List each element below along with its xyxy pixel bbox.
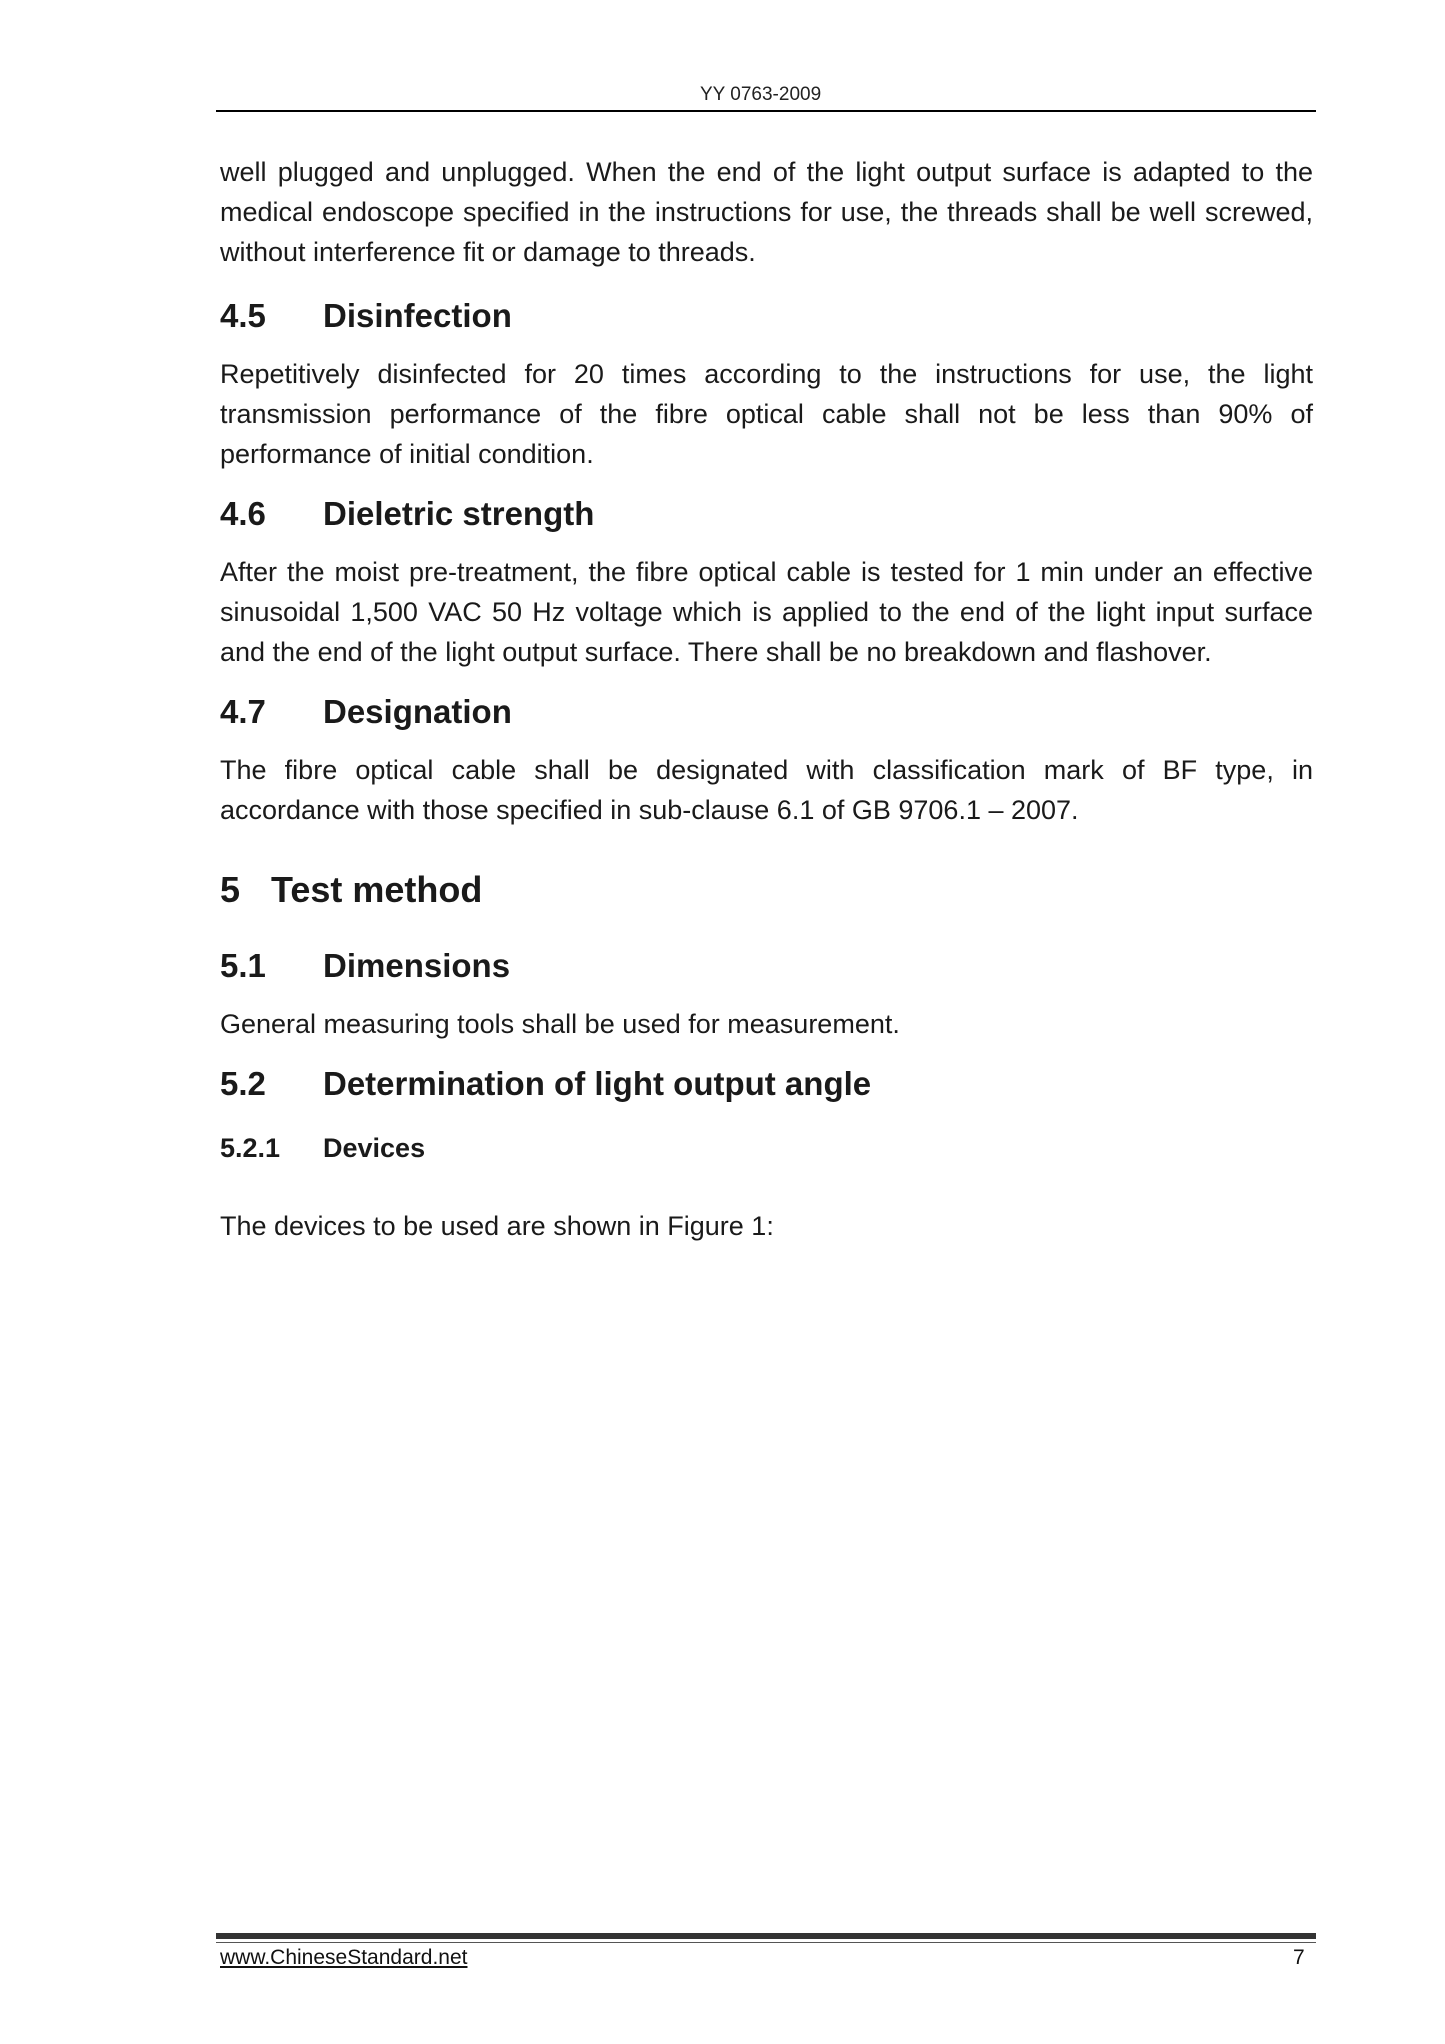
paragraph-4-6: After the moist pre-treatment, the fibre optical cable is tested for 1 min under an effective sinusoidal 1,500 VAC 50 Hz voltage which is applied to the end of the light input surface and the end of the light output surface. There shall be no breakdown and flashover. (220, 557, 1313, 667)
heading-5-1-title: Dimensions (323, 947, 511, 984)
heading-5-2-1 (220, 1130, 1313, 1166)
heading-5-2-number: 5.2 (220, 1065, 266, 1102)
heading-5-1 (220, 946, 1313, 986)
paragraph-5-2-1: The devices to be used are shown in Figure 1: (220, 1211, 774, 1241)
intro-paragraph: well plugged and unplugged. When the end of the light output surface is adapted to the medical endoscope specified in the instructions for use, the threads shall be well screwed, without interference fit or damage to threads. (220, 157, 1313, 267)
paragraph-4-7: The fibre optical cable shall be designated with classification mark of BF type, in accordance with those specified in sub-clause 6.1 of GB 9706.1 – 2007. (220, 755, 1313, 825)
footer-rule-thin (216, 1942, 1316, 1943)
heading-5 (220, 868, 1313, 912)
heading-5-2-title: Determination of light output angle (323, 1065, 872, 1102)
heading-4-7 (220, 692, 1313, 732)
heading-5-2-1-number: 5.2.1 (220, 1133, 281, 1163)
page-number: 7 (1293, 1946, 1305, 1969)
heading-4-5-title: Disinfection (323, 297, 512, 334)
heading-4-6-title: Dieletric strength (323, 495, 595, 532)
heading-4-7-title: Designation (323, 693, 512, 730)
page-content (220, 150, 1313, 1246)
heading-5-title: Test method (271, 869, 483, 910)
paragraph-5-1: General measuring tools shall be used for measurement. (220, 1009, 900, 1039)
footer-website-link[interactable]: www.ChineseStandard.net (220, 1946, 468, 1969)
heading-4-6-number: 4.6 (220, 495, 266, 532)
heading-4-5-number: 4.5 (220, 297, 266, 334)
heading-4-7-number: 4.7 (220, 693, 266, 730)
heading-5-2 (220, 1064, 1313, 1104)
paragraph-4-5: Repetitively disinfected for 20 times according to the instructions for use, the light transmission performance of the fibre optical cable shall not be less than 90% of performance of initial condition. (220, 359, 1313, 469)
heading-4-6 (220, 494, 1313, 534)
footer-rule (216, 1933, 1316, 1939)
heading-5-2-1-title: Devices (323, 1133, 426, 1163)
heading-5-number: 5 (220, 869, 241, 910)
header-rule (216, 110, 1316, 112)
header-doc-id: YY 0763-2009 (700, 84, 822, 105)
heading-4-5 (220, 296, 1313, 336)
heading-5-1-number: 5.1 (220, 947, 266, 984)
